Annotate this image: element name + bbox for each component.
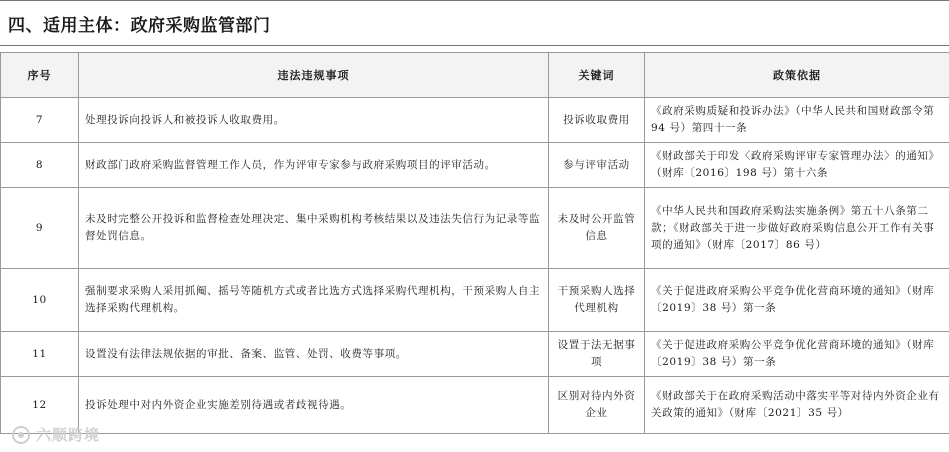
row-keyword: 未及时公开监管信息: [549, 188, 645, 269]
table-row: [1, 332, 949, 377]
watermark: [12, 424, 100, 445]
header-matter: 违法违规事项: [79, 53, 549, 98]
header-keyword: 关键词: [549, 53, 645, 98]
table-row: [1, 143, 949, 188]
row-keyword: 干预采购人选择代理机构: [549, 269, 645, 332]
row-seq: 8: [1, 143, 79, 188]
row-seq: 12: [1, 377, 79, 434]
row-seq: 10: [1, 269, 79, 332]
table-header-row: [1, 53, 949, 98]
row-basis: 《政府采购质疑和投诉办法》（中华人民共和国财政部令第 94 号）第四十一条: [645, 98, 949, 143]
section-header: [0, 0, 949, 46]
row-keyword: 区别对待内外资企业: [549, 377, 645, 434]
row-basis: 《关于促进政府采购公平竞争优化营商环境的通知》（财库〔2019〕38 号）第一条: [645, 332, 949, 377]
row-matter: 设置没有法律法规依据的审批、备案、监管、处罚、收费等事项。: [79, 332, 549, 377]
page-title: 四、适用主体：政府采购监管部门: [8, 16, 271, 36]
row-keyword: 设置于法无据事项: [549, 332, 645, 377]
row-seq: 11: [1, 332, 79, 377]
row-basis: 《财政部关于在政府采购活动中落实平等对待内外资企业有关政策的通知》（财库〔2021〕35 号）: [645, 377, 949, 434]
row-matter: 未及时完整公开投诉和监督检查处理决定、集中采购机构考核结果以及违法失信行为记录等监督处罚信息。: [79, 188, 549, 269]
row-matter: 财政部门政府采购监督管理工作人员，作为评审专家参与政府采购项目的评审活动。: [79, 143, 549, 188]
watermark-text: 六顺跨境: [36, 426, 101, 444]
sunflower-logo-icon: [12, 426, 30, 444]
table-row: [1, 98, 949, 143]
table-row: [1, 269, 949, 332]
row-basis: 《关于促进政府采购公平竞争优化营商环境的通知》（财库〔2019〕38 号）第一条: [645, 269, 949, 332]
row-basis: 《财政部关于印发〈政府采购评审专家管理办法〉的通知》（财库〔2016〕198 号）第十六条: [645, 143, 949, 188]
row-matter: 投诉处理中对内外资企业实施差别待遇或者歧视待遇。: [79, 377, 549, 434]
row-matter: 强制要求采购人采用抓阄、摇号等随机方式或者比选方式选择采购代理机构，干预采购人自主选择采购代理机构。: [79, 269, 549, 332]
row-seq: 9: [1, 188, 79, 269]
header-basis: 政策依据: [645, 53, 949, 98]
row-matter: 处理投诉向投诉人和被投诉人收取费用。: [79, 98, 549, 143]
violations-table: [0, 52, 949, 434]
table-row: [1, 188, 949, 269]
row-keyword: 参与评审活动: [549, 143, 645, 188]
header-seq: 序号: [1, 53, 79, 98]
row-keyword: 投诉收取费用: [549, 98, 645, 143]
row-seq: 7: [1, 98, 79, 143]
table-row: [1, 377, 949, 434]
row-basis: 《中华人民共和国政府采购法实施条例》第五十八条第二款；《财政部关于进一步做好政府采购信息公开工作有关事项的通知》（财库〔2017〕86 号）: [645, 188, 949, 269]
